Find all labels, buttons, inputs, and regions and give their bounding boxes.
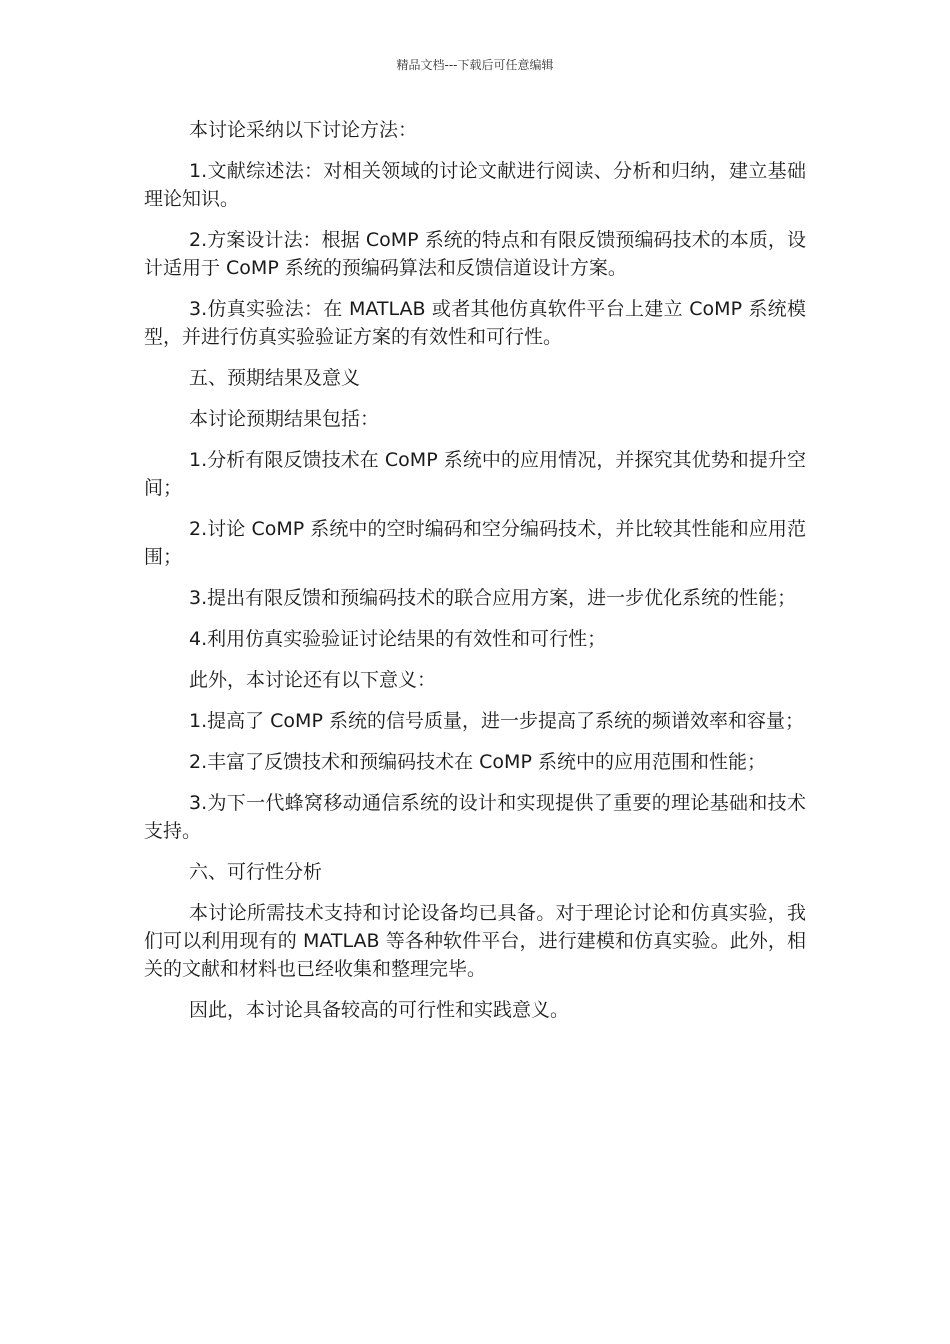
paragraph-result-3: 3.提出有限反馈和预编码技术的联合应用方案，进一步优化系统的性能； xyxy=(189,587,797,609)
paragraph-result-1: 1.分析有限反馈技术在 CoMP 系统中的应用情况，并探究其优势和提升空间； xyxy=(144,449,806,499)
section-heading-feasibility: 六、可行性分析 xyxy=(189,861,323,883)
paragraph-result-4: 4.利用仿真实验验证讨论结果的有效性和可行性； xyxy=(189,628,607,650)
paragraph-significance-1: 1.提高了 CoMP 系统的信号质量，进一步提高了系统的频谱效率和容量； xyxy=(189,710,804,732)
paragraph-results-intro: 本讨论预期结果包括： xyxy=(189,408,380,430)
paragraph-methods-intro: 本讨论采纳以下讨论方法： xyxy=(189,119,418,141)
paragraph-conclusion: 因此，本讨论具备较高的可行性和实践意义。 xyxy=(189,999,570,1021)
paragraph-feasibility-body: 本讨论所需技术支持和讨论设备均已具备。对于理论讨论和仿真实验，我们可以利用现有的 MATLAB 等各种软件平台，进行建模和仿真实验。此外，相关的文献和材料也已经收集和整理完毕。 xyxy=(144,902,806,980)
document-body xyxy=(144,116,806,1037)
paragraph-significance-2: 2.丰富了反馈技术和预编码技术在 CoMP 系统中的应用范围和性能； xyxy=(189,751,766,773)
page-header: 精品文档---下载后可任意编辑 xyxy=(396,58,554,72)
section-heading-expected-results: 五、预期结果及意义 xyxy=(189,367,361,389)
paragraph-method-literature: 1.文献综述法：对相关领域的讨论文献进行阅读、分析和归纳，建立基础理论知识。 xyxy=(144,160,806,210)
paragraph-significance-intro: 此外，本讨论还有以下意义： xyxy=(189,669,437,691)
paragraph-method-design: 2.方案设计法：根据 CoMP 系统的特点和有限反馈预编码技术的本质，设计适用于 CoMP 系统的预编码算法和反馈信道设计方案。 xyxy=(144,229,806,279)
paragraph-method-simulation: 3.仿真实验法：在 MATLAB 或者其他仿真软件平台上建立 CoMP 系统模型，并进行仿真实验验证方案的有效性和可行性。 xyxy=(144,298,806,348)
paragraph-significance-3: 3.为下一代蜂窝移动通信系统的设计和实现提供了重要的理论基础和技术支持。 xyxy=(144,792,806,842)
paragraph-result-2: 2.讨论 CoMP 系统中的空时编码和空分编码技术，并比较其性能和应用范围； xyxy=(144,518,806,568)
